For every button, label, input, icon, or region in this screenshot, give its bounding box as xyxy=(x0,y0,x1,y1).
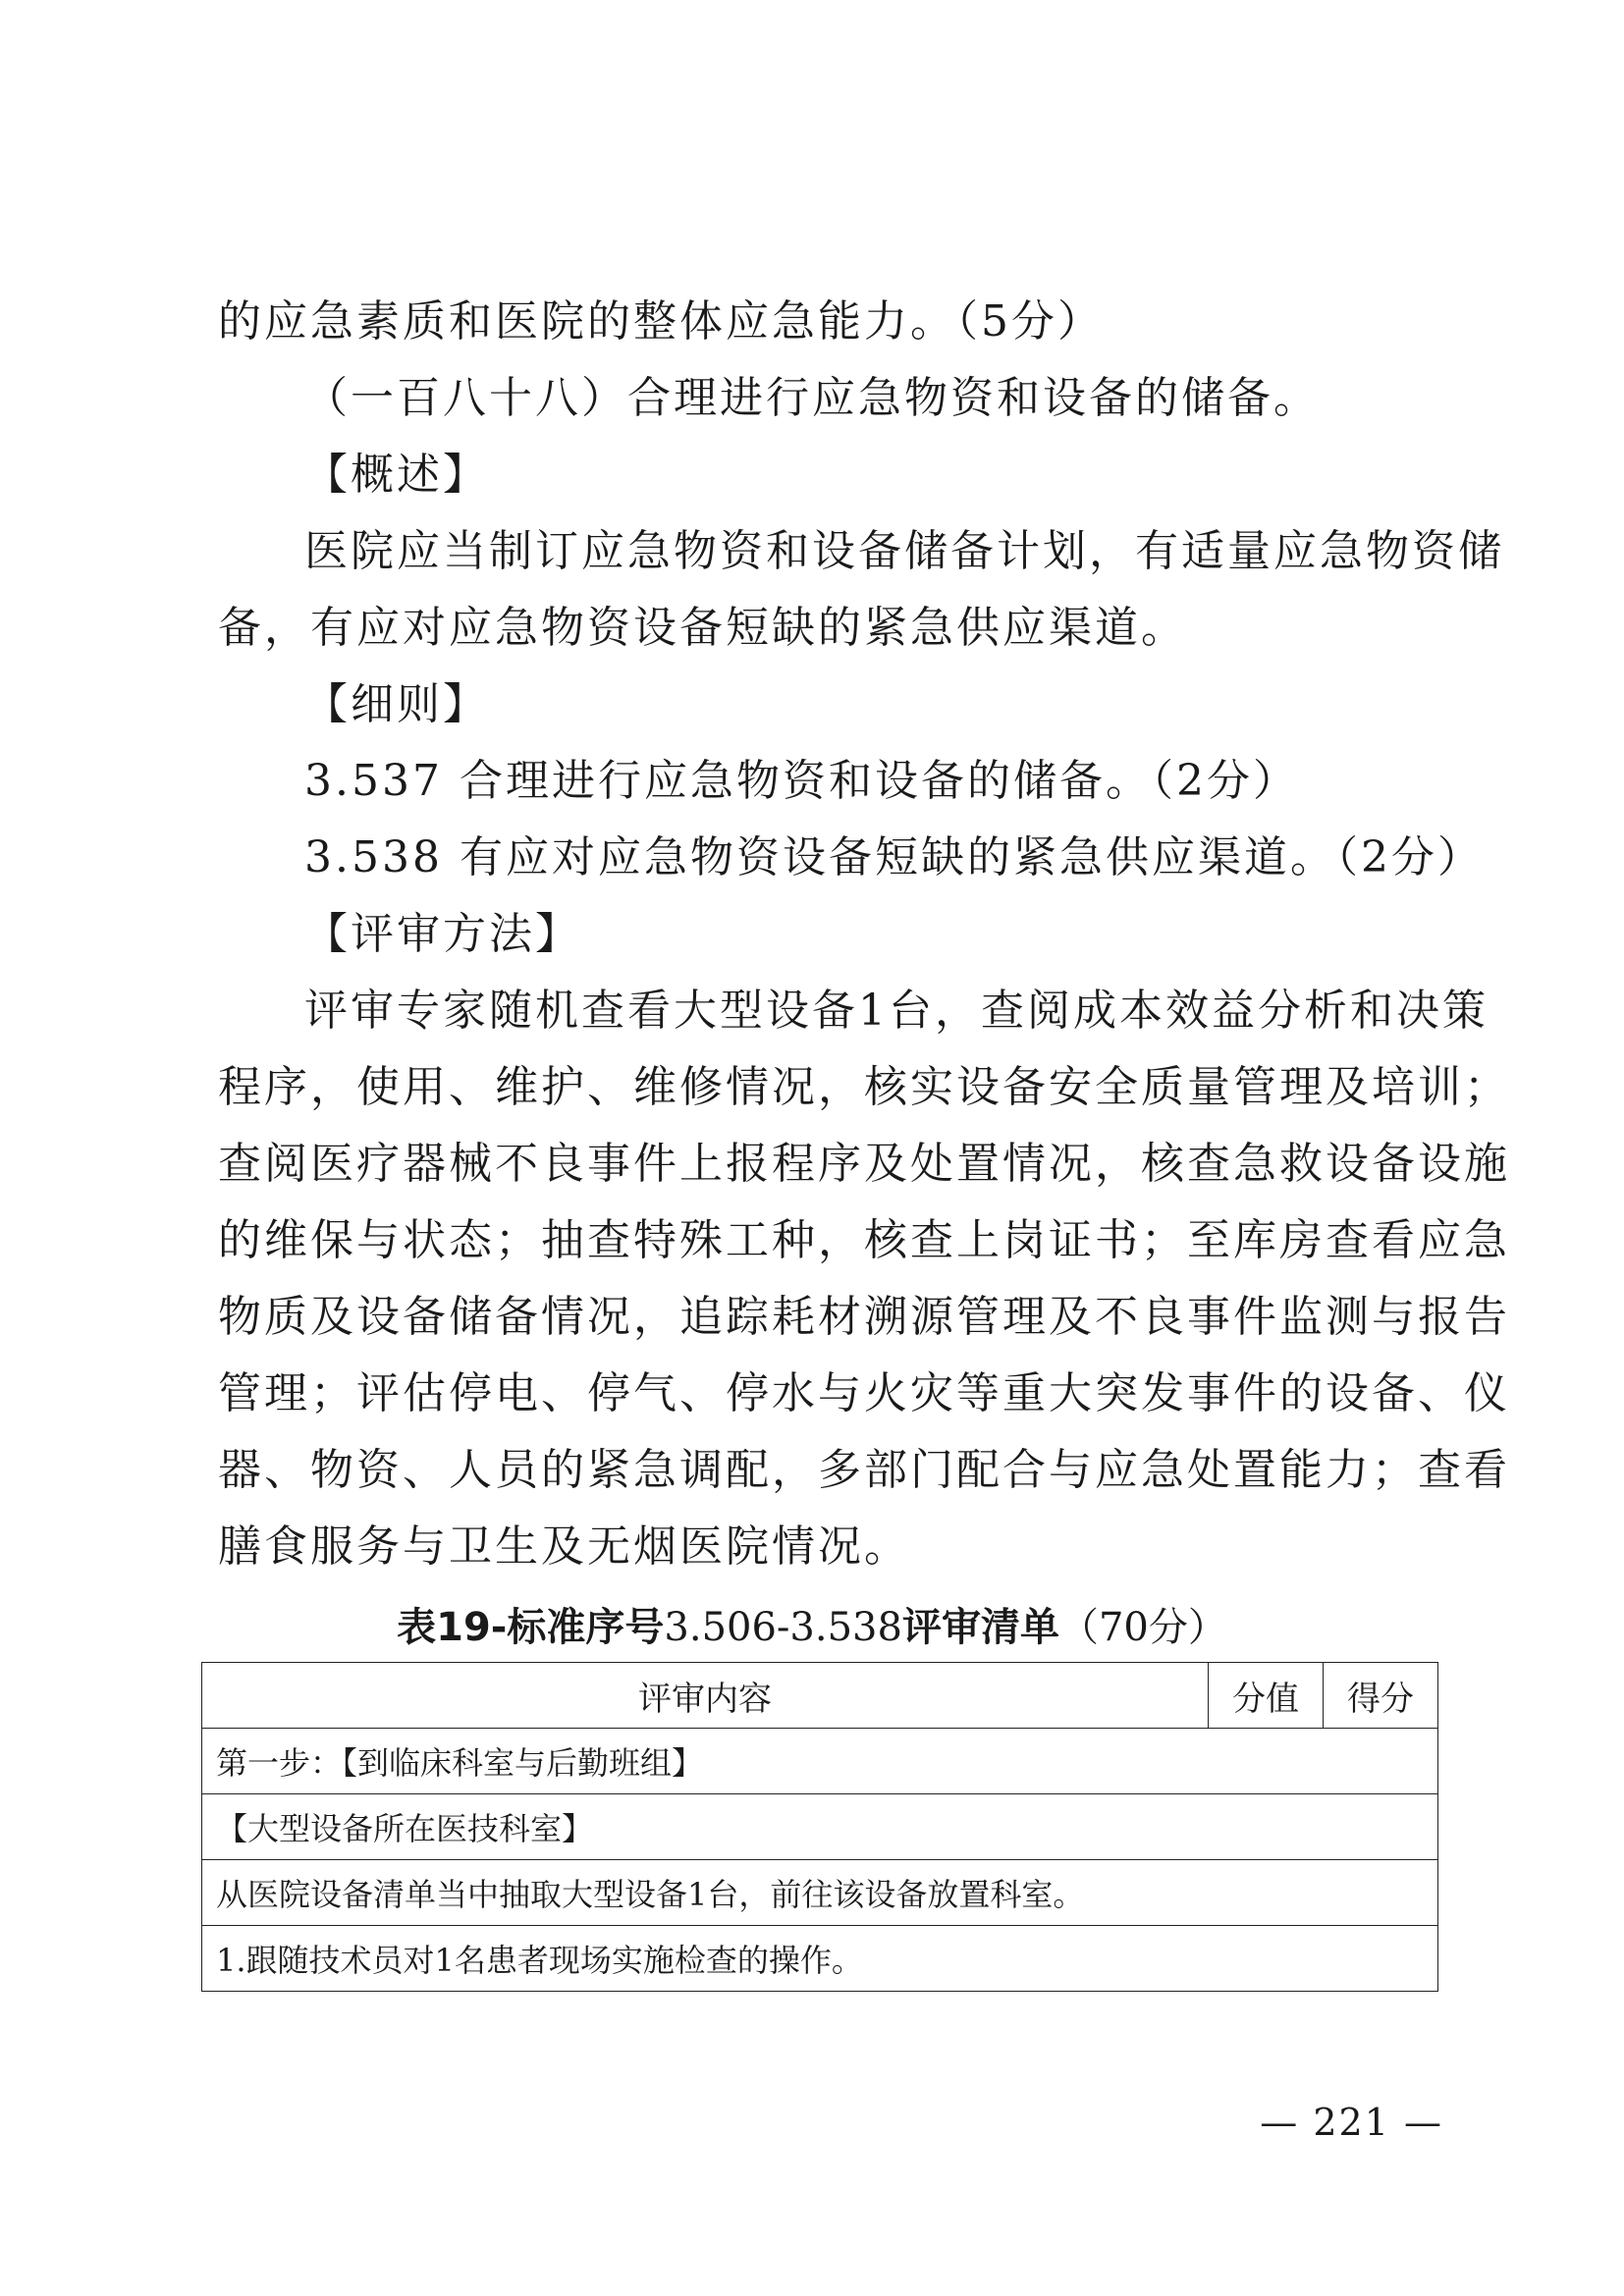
rule-item: 3.538 有应对应急物资设备短缺的紧急供应渠道。（2分） xyxy=(304,832,1484,882)
table-cell: 从医院设备清单当中抽取大型设备1台，前往该设备放置科室。 xyxy=(202,1860,1438,1926)
table-caption-suffix: 评审清单 xyxy=(901,1605,1059,1650)
table-caption-range: 3.506-3.538 xyxy=(664,1605,902,1650)
paragraph-line: 物质及设备储备情况，追踪耗材溯源管理及不良事件监测与报告 xyxy=(218,1292,1510,1342)
paragraph-line: 评审专家随机查看大型设备1台，查阅成本效益分析和决策 xyxy=(304,986,1489,1036)
paragraph-line: 管理；评估停电、停气、停水与火灾等重大突发事件的设备、仪 xyxy=(218,1368,1510,1418)
table-cell: 【大型设备所在医技科室】 xyxy=(202,1794,1438,1860)
paragraph-line: 医院应当制订应急物资和设备储备计划，有适量应急物资储 xyxy=(304,526,1504,576)
paragraph-line: 器、物资、人员的紧急调配，多部门配合与应急处置能力；查看 xyxy=(218,1445,1510,1495)
table-row xyxy=(202,1860,1438,1926)
table-cell: 1.跟随技术员对1名患者现场实施检查的操作。 xyxy=(202,1926,1438,1992)
paragraph-line: 的应急素质和医院的整体应急能力。（5分） xyxy=(218,296,1104,347)
paragraph-line: 程序，使用、维护、维修情况，核实设备安全质量管理及培训； xyxy=(218,1062,1510,1112)
header-content: 评审内容 xyxy=(202,1663,1209,1729)
table-row xyxy=(202,1794,1438,1860)
paragraph-line: 查阅医疗器械不良事件上报程序及处置情况，核查急救设备设施 xyxy=(218,1139,1510,1189)
paragraph-line: 备，有应对应急物资设备短缺的紧急供应渠道。 xyxy=(218,603,1187,653)
table-caption-score: （70分） xyxy=(1058,1605,1227,1650)
table-row xyxy=(202,1729,1438,1794)
paragraph-line: 膳食服务与卫生及无烟医院情况。 xyxy=(218,1522,910,1572)
table-caption-prefix: 表19-标准序号 xyxy=(397,1605,665,1650)
page-number: — 221 — xyxy=(1260,2101,1443,2144)
table-caption xyxy=(0,1600,1624,1655)
header-score-value: 分值 xyxy=(1209,1663,1324,1729)
review-checklist-table xyxy=(201,1662,1438,1992)
header-score-earned: 得分 xyxy=(1324,1663,1438,1729)
section-heading: （一百八十八）合理进行应急物资和设备的储备。 xyxy=(304,373,1320,423)
table-row xyxy=(202,1926,1438,1992)
details-label: 【细则】 xyxy=(304,679,489,729)
table-header-row xyxy=(202,1663,1438,1729)
rule-item: 3.537 合理进行应急物资和设备的储备。（2分） xyxy=(304,756,1299,806)
review-method-label: 【评审方法】 xyxy=(304,909,581,959)
paragraph-line: 的维保与状态；抽查特殊工种，核查上岗证书；至库房查看应急 xyxy=(218,1215,1510,1265)
overview-label: 【概述】 xyxy=(304,450,489,500)
table-cell: 第一步：【到临床科室与后勤班组】 xyxy=(202,1729,1438,1794)
